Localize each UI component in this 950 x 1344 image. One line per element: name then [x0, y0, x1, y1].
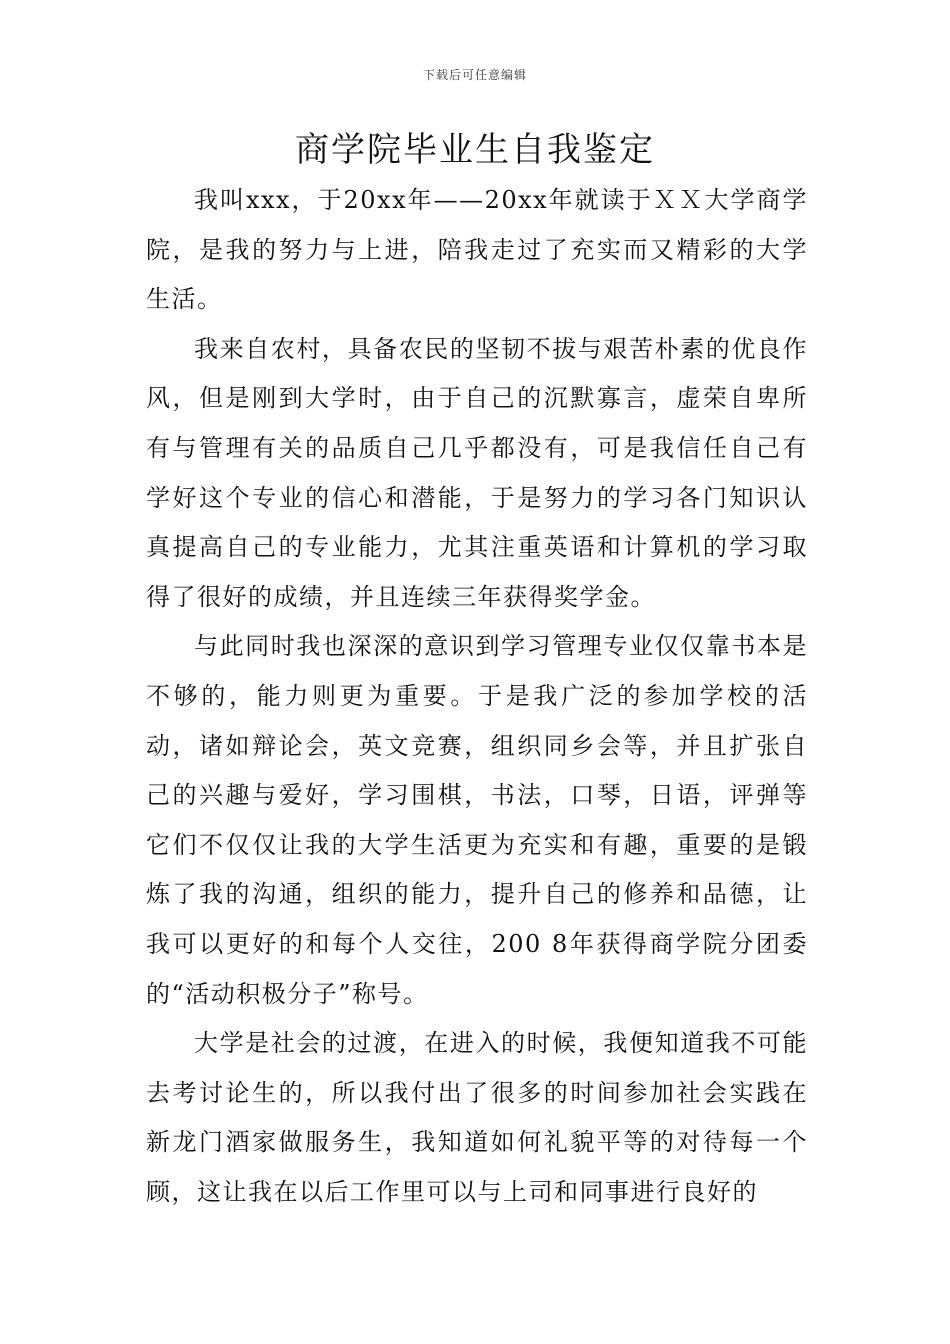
- paragraph-1: 我叫xxx，于20xx年——20xx年就读于ＸＸ大学商学院，是我的努力与上进，陪我走过了充实而又精彩的大学生活。: [146, 186, 808, 314]
- document-body: [146, 176, 808, 1217]
- paragraph-4: 大学是社会的过渡，在进入的时候，我便知道我不可能去考讨论生的，所以我付出了很多的时间参加社会实践在新龙门酒家做服务生，我知道如何礼貌平等的对待每一个顾，这让我在以后工作里可以与上司和同事进行良好的: [146, 1029, 808, 1206]
- paragraph-2: 我来自农村，具备农民的坚韧不拔与艰苦朴素的优良作风，但是刚到大学时，由于自己的沉默寡言，虚荣自卑所有与管理有关的品质自己几乎都没有，可是我信任自己有学好这个专业的信心和潜能，于是努力的学习各门知识认真提高自己的专业能力，尤其注重英语和计算机的学习取得了很好的成绩，并且连续三年获得奖学金。: [146, 334, 808, 611]
- document-title: 商学院毕业生自我鉴定: [295, 130, 655, 170]
- header-note: 下载后可任意编辑: [422, 68, 527, 82]
- paragraph-3: 与此同时我也深深的意识到学习管理专业仅仅靠书本是不够的，能力则更为重要。于是我广泛的参加学校的活动，诸如辩论会，英文竞赛，组织同乡会等，并且扩张自己的兴趣与爱好，学习围棋，书法，口琴，日语，评弹等它们不仅仅让我的大学生活更为充实和有趣，重要的是锻炼了我的沟通，组织的能力，提升自己的修养和品德，让我可以更好的和每个人交往，200 8年获得商学院分团委的“活动积极分子”称号。: [146, 632, 808, 1008]
